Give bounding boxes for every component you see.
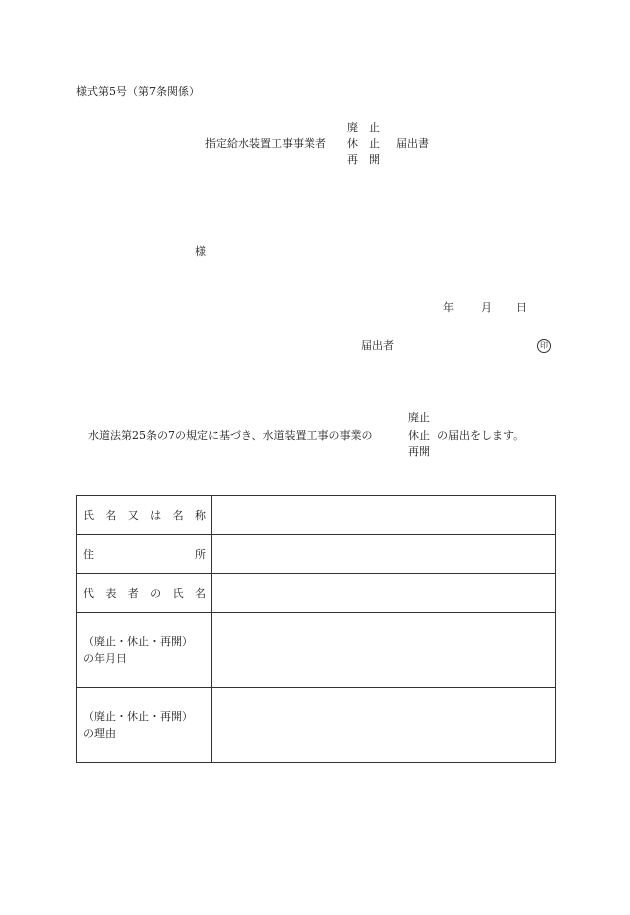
table-row xyxy=(77,688,556,763)
label-char: 名 xyxy=(172,508,184,522)
title-option-resume: 再 開 xyxy=(347,153,380,166)
statement-option-suspend: 休止 xyxy=(408,429,430,442)
label-char: 表 xyxy=(105,586,117,600)
table-row xyxy=(77,496,556,535)
label-char: 名 xyxy=(105,508,117,522)
title-option-abolish: 廃 止 xyxy=(347,121,380,134)
label-char: 住 xyxy=(83,547,94,561)
label-char: 又 xyxy=(127,508,139,522)
label-char: 称 xyxy=(194,508,206,522)
addressee-honorific: 様 xyxy=(195,245,206,258)
label-char: 氏 xyxy=(83,508,94,522)
table-row xyxy=(77,574,556,613)
label-char: 者 xyxy=(127,586,139,600)
label-char: は xyxy=(150,508,162,522)
address-label xyxy=(77,535,212,574)
date-of-change-field[interactable] xyxy=(212,613,556,688)
reason-field[interactable] xyxy=(212,688,556,763)
label-char: の xyxy=(150,586,162,600)
label-line: の理由 xyxy=(83,727,116,740)
table-row xyxy=(77,613,556,688)
name-label xyxy=(77,496,212,535)
table-row xyxy=(77,535,556,574)
label-char: 氏 xyxy=(172,586,184,600)
label-char: 代 xyxy=(83,586,94,600)
title-option-suspend: 休 止 xyxy=(347,137,380,150)
label-char: 名 xyxy=(194,586,206,600)
notification-table xyxy=(76,495,556,763)
notifier-label: 届出者 xyxy=(361,339,394,352)
date-day-label: 日 xyxy=(516,301,527,314)
date-month-label: 月 xyxy=(481,301,492,314)
name-field[interactable] xyxy=(212,496,556,535)
label-line: の年月日 xyxy=(83,652,127,665)
form-number: 様式第5号（第7条関係） xyxy=(76,85,200,98)
seal-mark: 印 xyxy=(537,339,551,353)
statement-option-resume: 再開 xyxy=(408,445,430,458)
address-field[interactable] xyxy=(212,535,556,574)
date-year-label: 年 xyxy=(443,301,454,314)
statement-lead: 水道法第25条の7の規定に基づき、水道装置工事の事業の xyxy=(88,429,373,442)
statement-option-abolish: 廃止 xyxy=(408,411,430,424)
label-line: （廃止・休止・再開） xyxy=(83,710,193,723)
statement-tail: の届出をします。 xyxy=(437,429,525,442)
date-of-change-label xyxy=(77,613,212,688)
title-suffix: 届出書 xyxy=(396,137,429,150)
title-prefix: 指定給水装置工事事業者 xyxy=(205,137,326,150)
reason-label xyxy=(77,688,212,763)
representative-name-field[interactable] xyxy=(212,574,556,613)
label-line: （廃止・休止・再開） xyxy=(83,635,193,648)
label-char: 所 xyxy=(195,547,206,561)
representative-name-label xyxy=(77,574,212,613)
